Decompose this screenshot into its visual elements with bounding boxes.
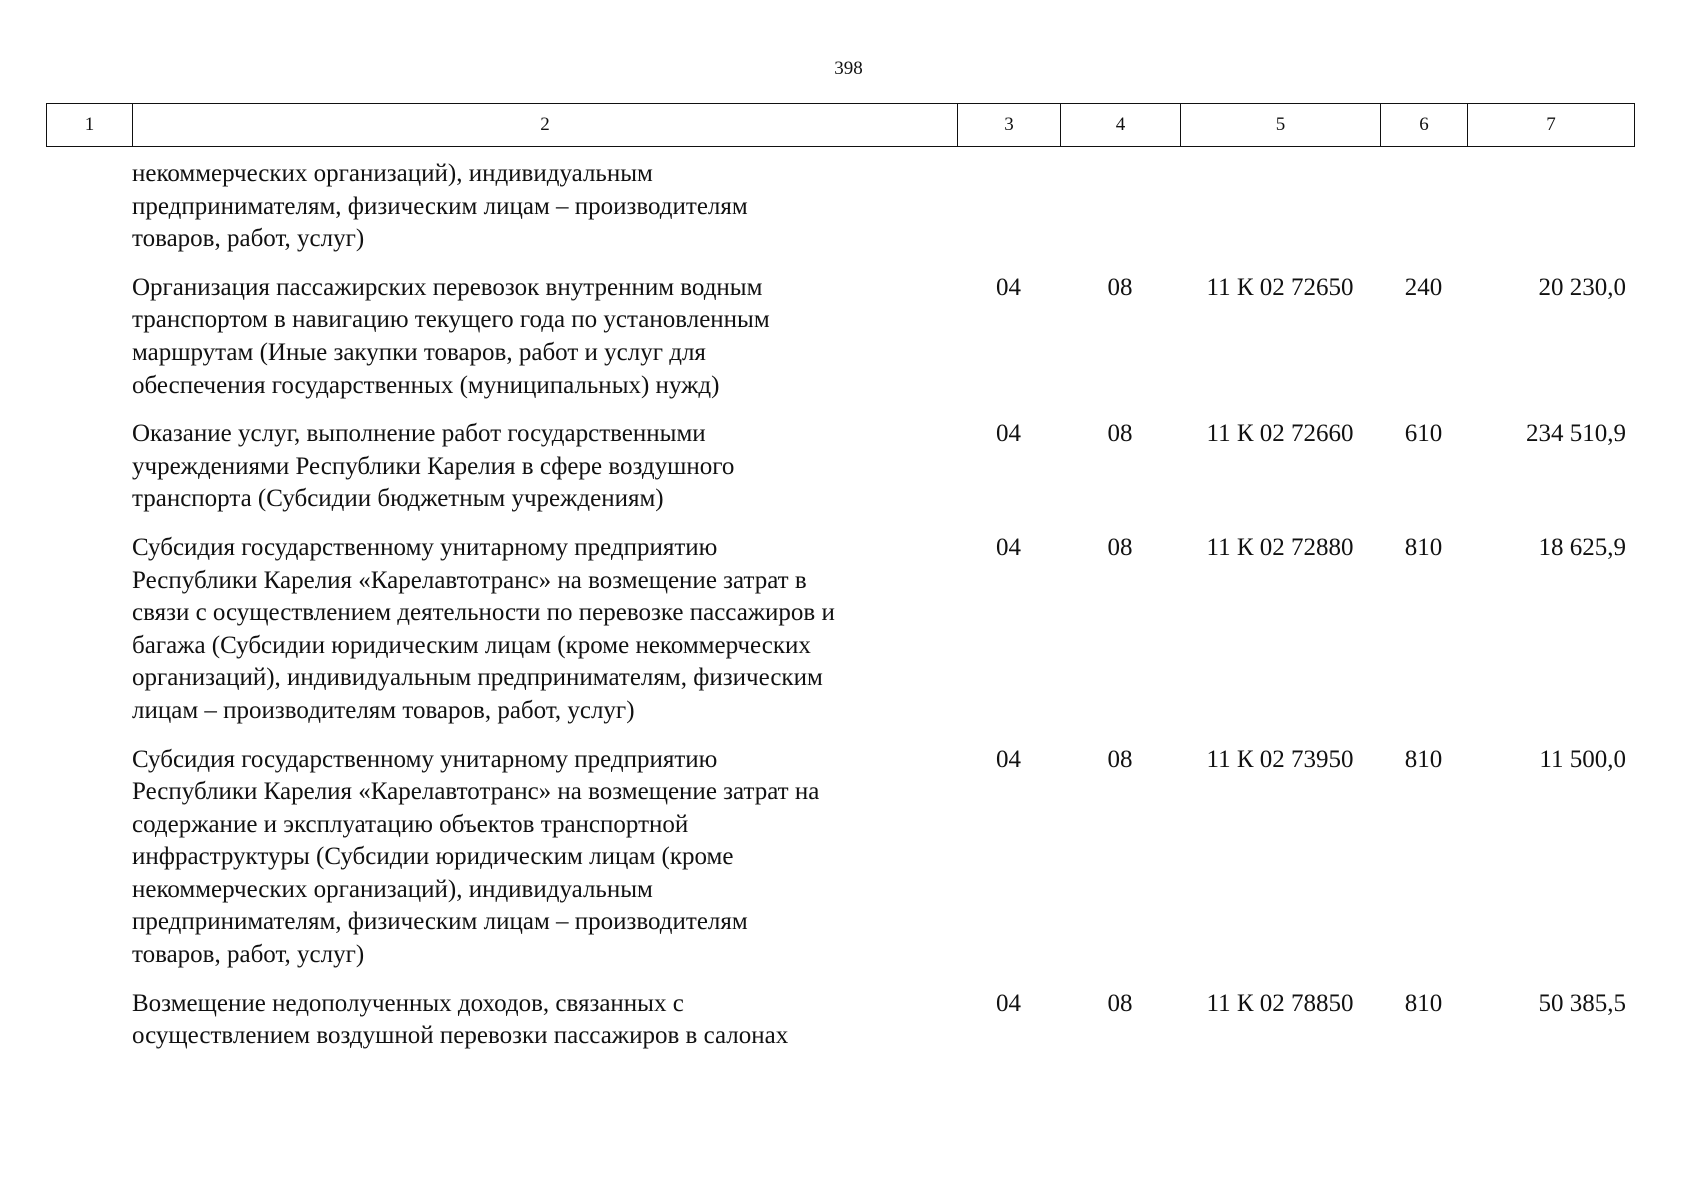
- column-header-4: 4: [1061, 104, 1181, 147]
- section-code: 04: [996, 989, 1021, 1017]
- item-description: Субсидия государственному унитарному предприятию Республики Карелия «Карелавтотранс» на возмещение затрат на содержание и эксплуатацию объектов транспортной инфраструктуры (Субсидии юридическим лицам (кроме некоммерческих организаций), индивидуальным предпринимателям, физическим лицам – производителям товаров, работ, услуг): [132, 745, 820, 969]
- expense-type-code: 810: [1404, 533, 1443, 561]
- column-header-3: 3: [958, 104, 1061, 147]
- table-row: [46, 158, 1634, 256]
- column-header-5: 5: [1181, 104, 1381, 147]
- expense-type-code: 810: [1404, 745, 1443, 773]
- item-description: Оказание услуг, выполнение работ государственными учреждениями Республики Карелия в сфере воздушного транспорта (Субсидии бюджетным учреждениям): [132, 420, 735, 513]
- column-header-6: 6: [1381, 104, 1468, 147]
- column-header-row: [47, 104, 1635, 147]
- subsection-code: 08: [1107, 533, 1133, 561]
- column-header-7: 7: [1468, 104, 1635, 147]
- subsection-code: 08: [1107, 273, 1133, 301]
- subsection-code: 08: [1107, 989, 1133, 1017]
- page-number: 398: [834, 58, 863, 79]
- target-article-code: 11 К 02 78850: [1206, 989, 1354, 1017]
- expense-type-code: 610: [1404, 420, 1443, 448]
- target-article-code: 11 К 02 72660: [1206, 420, 1354, 448]
- target-article-code: 11 К 02 72650: [1206, 273, 1354, 301]
- item-description: Организация пассажирских перевозок внутренним водным транспортом в навигацию текущего года по установленным маршрутам (Иные закупки товаров, работ и услуг для обеспечения государственных (муниципальных) нужд): [132, 273, 770, 399]
- amount: 234 510,9: [1526, 420, 1626, 448]
- amount: 11 500,0: [1539, 745, 1626, 773]
- budget-table-body: [46, 158, 1634, 1069]
- section-code: 04: [996, 745, 1021, 773]
- item-description: некоммерческих организаций), индивидуальным предпринимателям, физическим лицам – производителям товаров, работ, услуг): [132, 160, 748, 253]
- amount: 18 625,9: [1538, 533, 1626, 561]
- section-code: 04: [996, 420, 1021, 448]
- target-article-code: 11 К 02 72880: [1206, 533, 1354, 561]
- section-code: 04: [996, 533, 1021, 561]
- column-header-table: [46, 103, 1635, 147]
- table-row: [46, 744, 1634, 972]
- amount: 50 385,5: [1538, 989, 1626, 1017]
- column-header-1: 1: [47, 104, 133, 147]
- amount: 20 230,0: [1538, 273, 1626, 301]
- table-row: [46, 532, 1634, 728]
- expense-type-code: 810: [1404, 989, 1443, 1017]
- table-row: [46, 272, 1634, 402]
- item-description: Субсидия государственному унитарному предприятию Республики Карелия «Карелавтотранс» на возмещение затрат в связи с осуществлением деятельности по перевозке пассажиров и багажа (Субсидии юридическим лицам (кроме некоммерческих организаций), индивидуальным предпринимателям, физическим лицам – производителям товаров, работ, услуг): [132, 533, 835, 724]
- table-row: [46, 988, 1634, 1053]
- target-article-code: 11 К 02 73950: [1206, 745, 1354, 773]
- column-header-2: 2: [133, 104, 958, 147]
- section-code: 04: [996, 273, 1021, 301]
- subsection-code: 08: [1107, 745, 1133, 773]
- table-row: [46, 418, 1634, 516]
- item-description: Возмещение недополученных доходов, связанных с осуществлением воздушной перевозки пассажиров в салонах: [132, 989, 789, 1050]
- subsection-code: 08: [1107, 420, 1133, 448]
- expense-type-code: 240: [1404, 273, 1443, 301]
